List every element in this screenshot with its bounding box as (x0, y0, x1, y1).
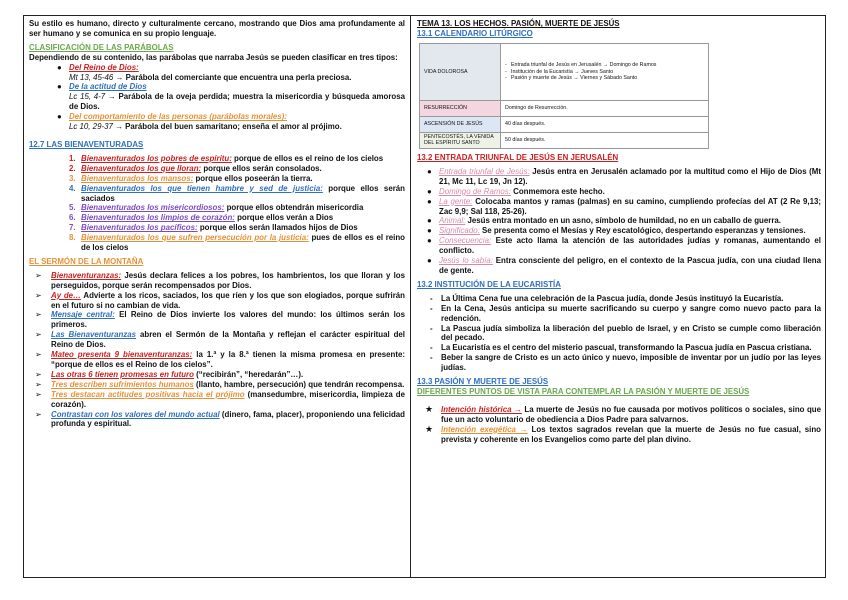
list-item: 2. Bienaventurados los que lloran: porque ellos serán consolados. (69, 163, 322, 173)
entrada-heading: 13.2 ENTRADA TRIUNFAL DE JESÚS EN JERUSALÉN (417, 153, 619, 162)
clasificacion-heading: CLASIFICACIÓN DE LAS PARÁBOLAS (29, 42, 174, 52)
arrow-bullet-icon: ➢ (35, 330, 42, 340)
list-item: 8. Bienaventurados los que sufren persecución por la justicia: pues de ellos es el reino de los cielos (69, 233, 405, 253)
arrow-bullet-icon: ➢ (35, 369, 42, 379)
bullet-icon: ● (57, 82, 62, 92)
bienaventuradas-heading: 12.7 LAS BIENAVENTURADAS (29, 139, 144, 149)
right-column (411, 16, 827, 577)
clasificacion-intro: Dependiendo de su contenido, las parábolas que narraba Jesús se pueden clasificar en tres tipos: (29, 52, 398, 62)
intro-paragraph: Su estilo es humano, directo y culturalmente cercano, mostrando que Dios ama profundamente al ser humano y se comunica en su propio lenguaje. (29, 19, 405, 38)
bienaventuradas-list (29, 154, 405, 253)
table-row: VIDA DOLOROSA - Entrada triunfal de Jesús en Jerusalén → Domingo de Ramos - Institución de la Eucaristía → Jueves Santo - Pasión y muerte de Jesús → Viernes y Sábado Santo (420, 43, 709, 100)
list-item: ★ Intención histórica → La muerte de Jesús no fue causada por motivos políticos o sociales, sino que fue un acto voluntario de obediencia a Dios Padre para salvarnos. (425, 403, 821, 424)
list-item: - Beber la sangre de Cristo es un acto único y nuevo, imposible de inventar por un judío por las leyes judías. (430, 353, 821, 373)
arrow-bullet-icon: ➢ (35, 350, 42, 360)
arrow-bullet-icon: ➢ (35, 270, 42, 280)
calendario-heading: 13.1 CALENDARIO LITÚRGICO (417, 28, 533, 38)
entrada-list (417, 167, 821, 276)
arrow-bullet-icon: ➢ (35, 290, 42, 300)
list-item: ➢ Ay de… Advierte a los ricos, saciados, los que ríen y los que son elogiados, porque sufrirán en el futuro si no cambian de vida. (35, 290, 405, 310)
list-item: ● Consecuencia: Este acto llama la atención de las autoridades judías y romanas, aumentando el conflicto. (427, 236, 821, 256)
list-item: 5. Bienaventurados los misericordiosos: porque ellos obtendrán misericordia (69, 203, 364, 213)
list-item: - La Eucaristía es el centro del misterio pascual, transformando la Pascua judía en Pascua cristiana. (430, 343, 812, 353)
table-row: RESURRECCIÓN Domingo de Resurrección. (420, 100, 709, 116)
arrow-bullet-icon: ➢ (35, 379, 42, 389)
star-bullet-icon: ★ (425, 423, 434, 434)
list-item: - La Pascua judía simboliza la liberación del pueblo de Israel, y en Cristo se cumple como liberación del pecado. (430, 323, 821, 343)
sermon-heading: EL SERMÓN DE LA MONTAÑA (29, 256, 144, 266)
list-item: 3. Bienaventurados los mansos: porque ellos poseerán la tierra. (69, 173, 313, 183)
list-item: ● Animal: Jesús entra montado en un asno, símbolo de humildad, no en un caballo de guerra. (427, 216, 781, 226)
tema-title: TEMA 13. LOS HECHOS. PASIÓN, MUERTE DE JESÚS (417, 19, 620, 28)
list-item: ● Del Reino de Dios: Mt 13, 45-46 → Parábola del comerciante que encuentra una perla preciosa. (57, 62, 352, 82)
eucaristia-list (417, 294, 821, 373)
table-row: ASCENSIÓN DE JESÚS 40 días después. (420, 116, 709, 132)
list-item: - La Última Cena fue una celebración de la Pascua judía, donde Jesús instituyó la Eucaristía. (430, 293, 784, 303)
eucaristia-heading: 13.2 INSTITUCIÓN DE LA EUCARISTÍA (417, 279, 561, 289)
left-column (24, 16, 411, 577)
bullet-icon: ● (57, 62, 62, 72)
arrow-bullet-icon: ➢ (35, 389, 42, 399)
list-item: 4. Bienaventurados los que tienen hambre y sed de justicia: porque ellos serán saciados (69, 183, 405, 203)
list-item: - En la Cena, Jesús anticipa su muerte sacrificando su cuerpo y sangre como nuevo pacto para la redención. (430, 303, 821, 323)
list-item: ➢ Mensaje central: El Reino de Dios invierte los valores del mundo: los últimos serán los primeros. (35, 310, 405, 330)
clasificacion-list (29, 63, 405, 132)
list-item: ● Del comportamiento de las personas (parábolas morales): Lc 10, 29-37 → Parábola del buen samaritano; enseña el amor al prójimo. (57, 112, 342, 132)
list-item: ➢ Bienaventuranzas: Jesús declara felices a los pobres, los hambrientos, los que lloran y los perseguidos, porque serán recompensados por Dios. (35, 270, 405, 290)
sermon-list (29, 271, 405, 430)
list-item: ➢ Mateo presenta 9 bienaventuranzas: la 1.ª y la 8.ª tienen la misma promesa en presente: “porque de ellos es el Reino de los cielos”. (35, 350, 406, 369)
list-item: ● Domingo de Ramos: Conmemora este hecho. (427, 186, 605, 196)
table-row: PENTECOSTÉS, LA VENIDA DEL ESPÍRITU SANTO 50 días después. (420, 132, 709, 148)
list-item: - Entrada triunfal de Jesús en Jerusalén → Domingo de Ramos (505, 61, 657, 68)
calendario-table (419, 43, 709, 149)
bullet-icon: ● (57, 112, 62, 122)
arrow-bullet-icon: ➢ (35, 409, 42, 419)
arrow-bullet-icon: ➢ (35, 310, 42, 320)
list-item: ● Jesús lo sabía: Entra consciente del peligro, en el contexto de la Pascua judía, con una ciudad llena de gente. (427, 256, 821, 275)
pasion-subheading: DIFERENTES PUNTOS DE VISTA PARA CONTEMPLAR LA PASIÓN Y MUERTE DE JESÚS (417, 386, 750, 396)
list-item: ➢ Tres describen sufrimientos humanos (llanto, hambre, persecución) que tendrán recompensa. (35, 379, 405, 389)
list-item: ● De la actitud de Dios Lc 15, 4-7 → Parábola de la oveja perdida; muestra la misericordia y búsqueda amorosa de Dios. (57, 82, 405, 112)
star-bullet-icon: ★ (425, 403, 434, 414)
list-item: ➢ Tres destacan actitudes positivas hacia el prójimo (mansedumbre, misericordia, limpieza de corazón). (35, 389, 405, 409)
pasion-list (417, 405, 821, 445)
list-item: ● La gente: Colocaba mantos y ramas (palmas) en su camino, cumpliendo profecías del AT (2 Re 9,13; Zac 9,9; Sal 118, 25-26). (427, 196, 821, 216)
document-page (23, 15, 826, 578)
list-item: 1. Bienaventurados los pobres de espíritu: porque de ellos es el reino de los cielos (69, 153, 384, 163)
list-item: - Institución de la Eucaristía → Jueves Santo (505, 68, 614, 75)
list-item: ● Entrada triunfal de Jesús: Jesús entra en Jerusalén aclamado por la multitud como el Hijo de Dios (Mt 21, Mc 11, Lc 19, Jn 12). (427, 166, 821, 186)
list-item: ● Significado: Se presenta como el Mesías y Rey escatológico, despertando esperanzas y tensiones. (427, 226, 806, 236)
list-item: ★ Intención exegética → Los textos sagrados revelan que la muerte de Jesús no fue casual, sino prevista y coherente en los Evangelios como parte del plan divino. (425, 423, 821, 444)
list-item: 6. Bienaventurados los limpios de corazón: porque ellos verán a Dios (69, 213, 334, 223)
list-item: - Pasión y muerte de Jesús → Viernes y Sábado Santo (505, 75, 638, 82)
list-item: 7. Bienaventurados los pacíficos: porque ellos serán llamados hijos de Dios (69, 223, 358, 233)
list-item: ➢ Las Bienaventuranzas abren el Sermón de la Montaña y reflejan el carácter espiritual del Reino de Dios. (35, 330, 405, 350)
pasion-heading: 13.3 PASIÓN Y MUERTE DE JESÚS (417, 377, 549, 387)
list-item: ➢ Contrastan con los valores del mundo actual (dinero, fama, placer), proponiendo una felicidad profunda y espiritual. (35, 409, 406, 429)
list-item: ➢ Las otras 6 tienen promesas en futuro (“recibirán”, “heredarán”…). (35, 369, 304, 379)
